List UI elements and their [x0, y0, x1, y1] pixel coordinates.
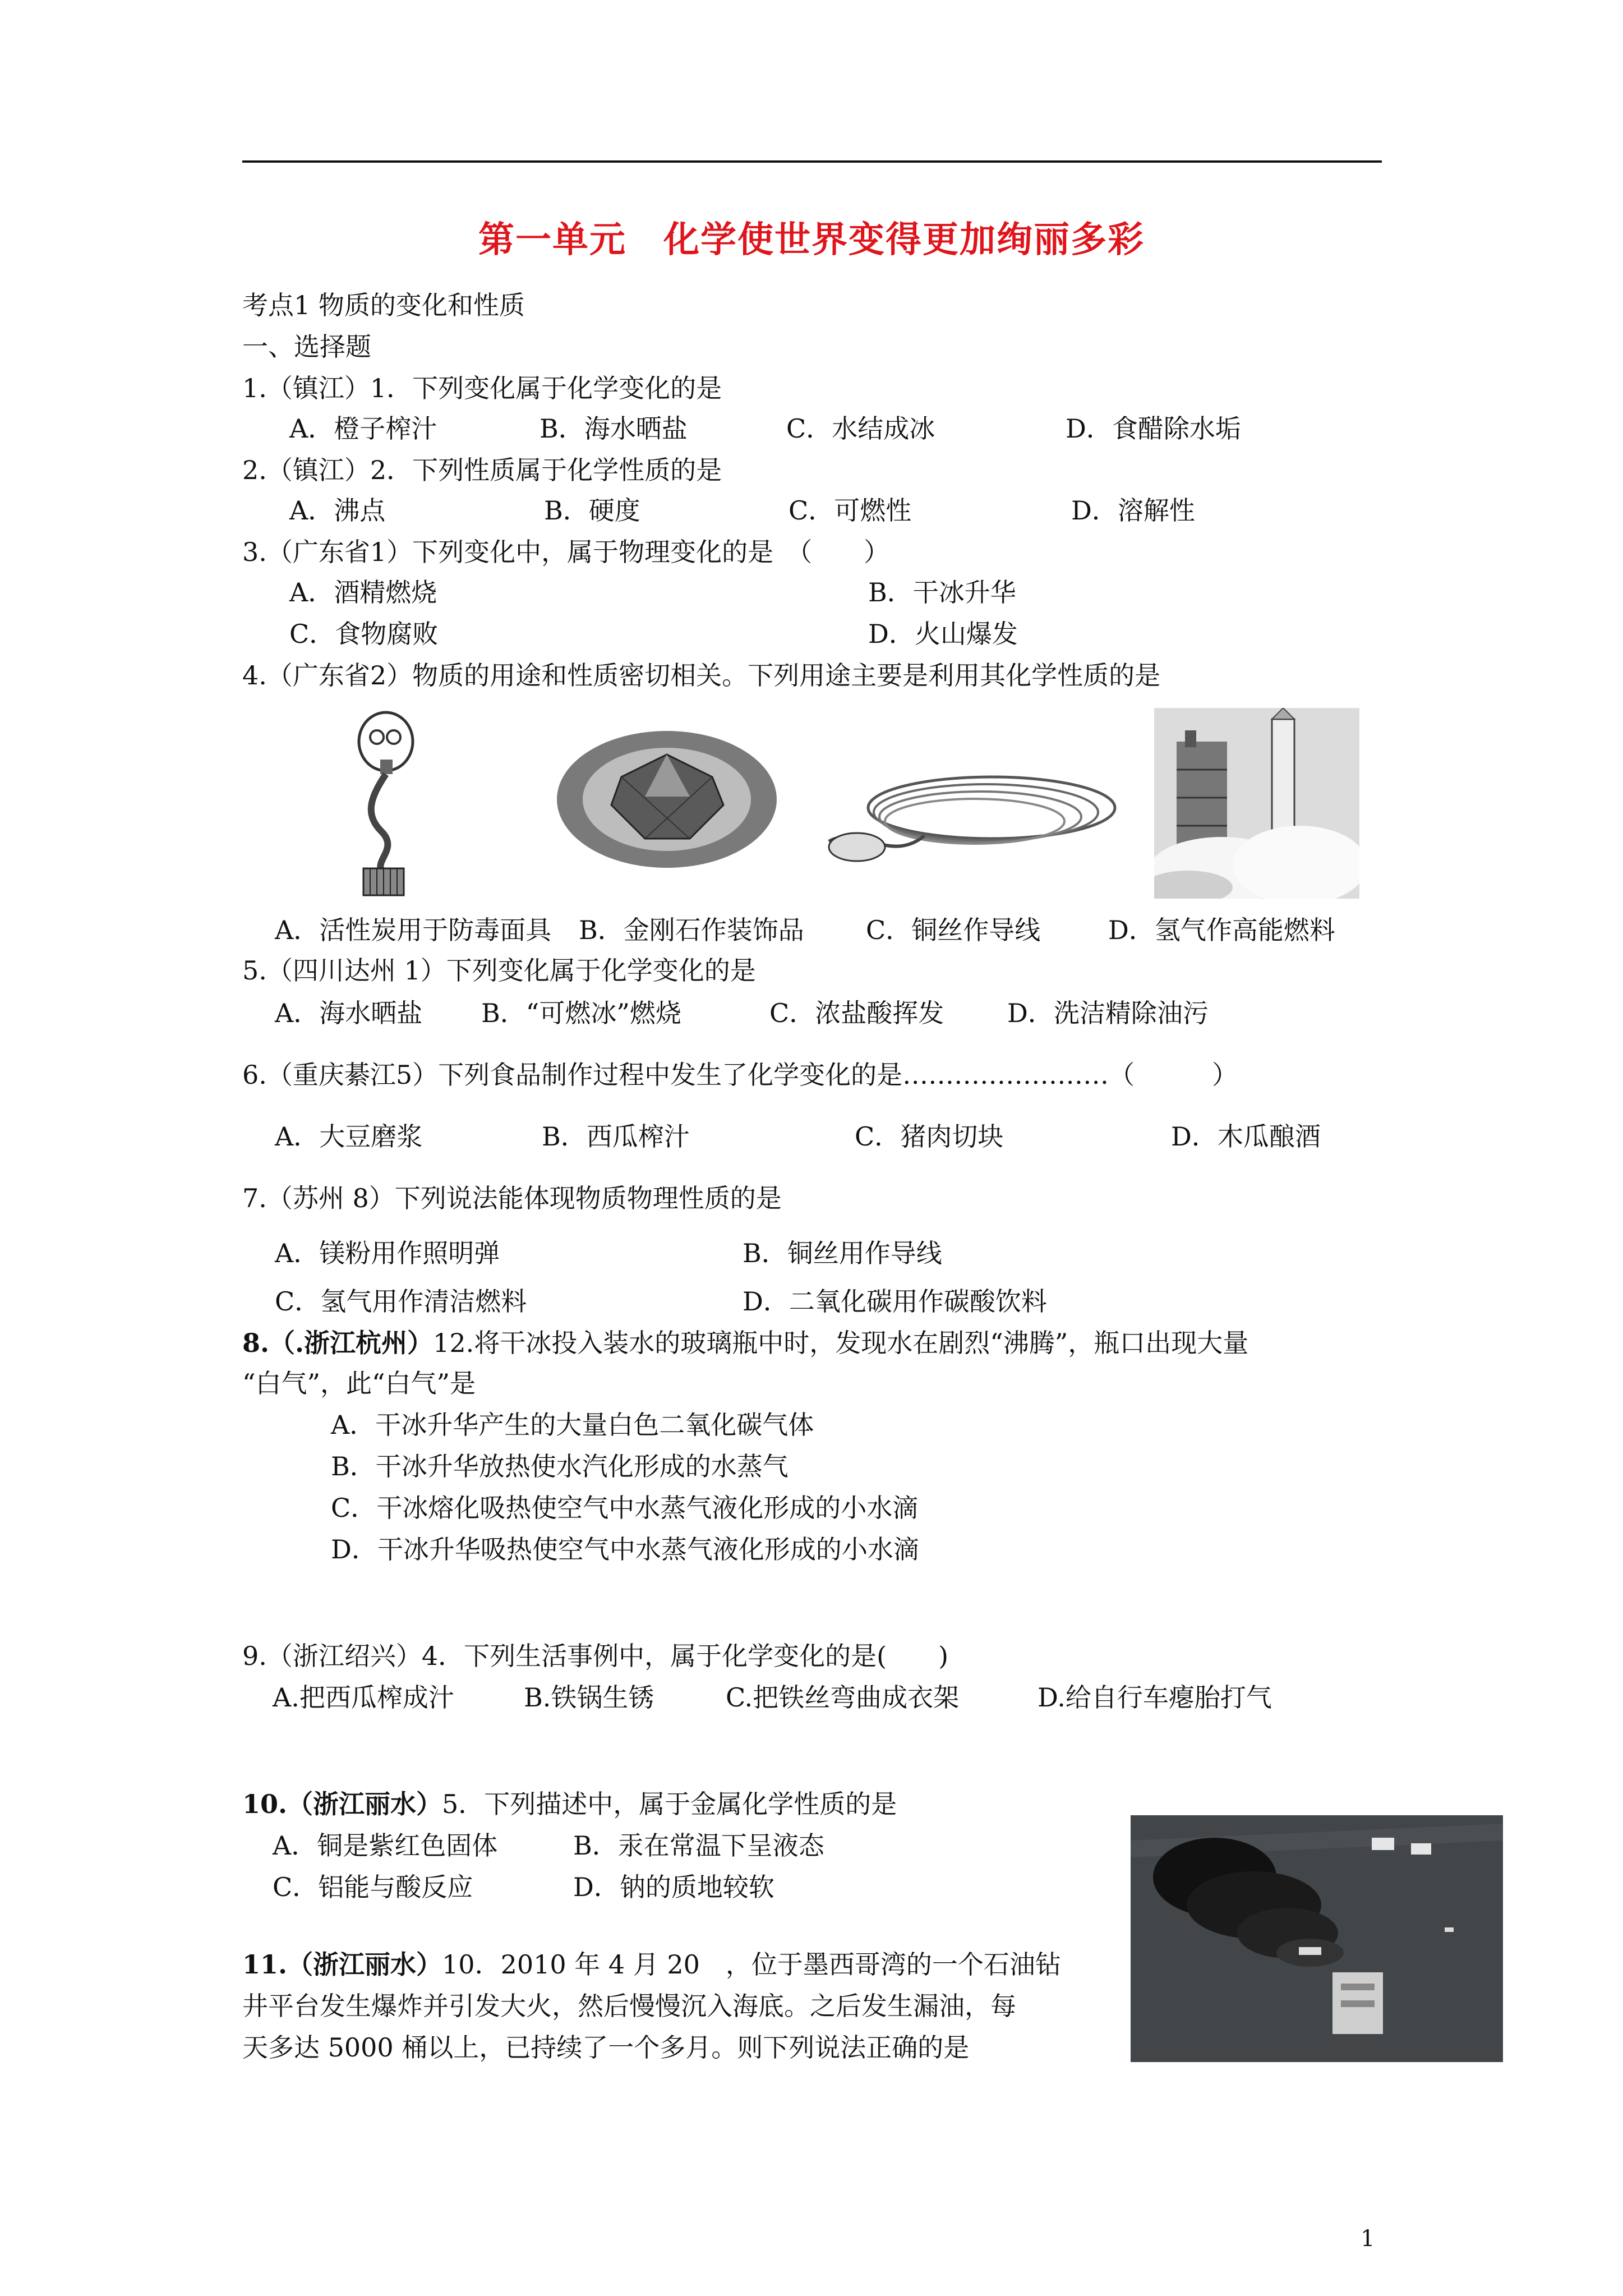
q2-option-d: D．溶解性	[1071, 495, 1195, 526]
gas-mask-image	[342, 708, 435, 896]
q10-option-b: B．汞在常温下呈液态	[573, 1830, 824, 1861]
q6-stem: 6.（重庆綦江5）下列食品制作过程中发生了化学变化的是……………………（ ）	[242, 1060, 1238, 1090]
q11-stem	[242, 1948, 1061, 1981]
q2-stem: 2.（镇江）2．下列性质属于化学性质的是	[242, 455, 722, 485]
q10-option-d: D．钠的质地较软	[573, 1872, 774, 1902]
q8-number: 8.（.浙江杭州）	[242, 1328, 434, 1358]
q1-stem: 1.（镇江）1．下列变化属于化学变化的是	[242, 373, 722, 403]
q1-option-a: A．橙子榨汁	[289, 413, 437, 444]
page-number: 1	[1361, 2226, 1375, 2252]
q11-stem-line2: 井平台发生爆炸并引发大火，然后慢慢沉入海底。之后发生漏油，每	[242, 1991, 1016, 2021]
section-heading: 考点1 物质的变化和性质	[242, 290, 525, 320]
q4-option-c: C．铜丝作导线	[866, 915, 1041, 945]
q7-option-b: B．铜丝用作导线	[743, 1238, 942, 1268]
q9-option-d: D.给自行车瘪胎打气	[1038, 1682, 1272, 1713]
q4-option-d: D．氢气作高能燃料	[1108, 915, 1335, 945]
oil-spill-photo	[1131, 1815, 1503, 2062]
q1-option-b: B．海水晒盐	[540, 413, 688, 444]
q8-stem	[242, 1326, 1248, 1360]
q5-option-c: C．浓盐酸挥发	[769, 998, 944, 1028]
q7-option-d: D．二氧化碳用作碳酸饮料	[743, 1286, 1047, 1317]
q10-option-a: A．铜是紫红色固体	[273, 1830, 498, 1861]
q9-option-a: A.把西瓜榨成汁	[273, 1682, 454, 1713]
q8-stem-line2: “白气”，此“白气”是	[242, 1368, 476, 1398]
q7-stem: 7.（苏州 8）下列说法能体现物质物理性质的是	[242, 1183, 782, 1213]
q11-stem-line3: 天多达 5000 桶以上，已持续了一个多月。则下列说法正确的是	[242, 2032, 970, 2063]
q6-option-b: B．西瓜榨汁	[542, 1121, 690, 1152]
q3-option-c: C．食物腐败	[289, 619, 439, 649]
q8-option-d: D．干冰升华吸热使空气中水蒸气液化形成的小水滴	[331, 1534, 919, 1565]
q11-stem-text: 10．2010 年 4 月 20 ，位于墨西哥湾的一个石油钻	[442, 1949, 1061, 1980]
q7-option-a: A．镁粉用作照明弹	[275, 1238, 500, 1268]
q10-option-c: C．铝能与酸反应	[273, 1872, 473, 1902]
q5-option-a: A．海水晒盐	[275, 998, 423, 1028]
q5-stem: 5.（四川达州 1）下列变化属于化学变化的是	[242, 955, 756, 986]
page-title: 第一单元 化学使世界变得更加绚丽多彩	[478, 219, 1145, 261]
header-rule	[242, 160, 1382, 163]
q4-option-a: A．活性炭用于防毒面具	[275, 915, 552, 945]
q11-number: 11.（浙江丽水）	[242, 1949, 442, 1980]
q8-option-c: C．干冰熔化吸热使空气中水蒸气液化形成的小水滴	[331, 1493, 919, 1523]
q3-option-b: B．干冰升华	[868, 577, 1016, 608]
part-heading: 一、选择题	[242, 332, 371, 362]
q6-option-a: A．大豆磨浆	[275, 1121, 423, 1152]
q2-option-a: A．沸点	[289, 495, 386, 526]
q3-stem: 3.（广东省1）下列变化中，属于物理变化的是 （ ）	[242, 537, 890, 567]
q9-option-c: C.把铁丝弯曲成衣架	[726, 1682, 960, 1713]
q5-option-d: D．洗洁精除油污	[1007, 998, 1209, 1028]
rocket-launch-image	[1154, 708, 1359, 899]
q10-stem	[242, 1787, 897, 1821]
q8-option-a: A．干冰升华产生的大量白色二氧化碳气体	[331, 1410, 814, 1440]
q10-number: 10.（浙江丽水）	[242, 1789, 442, 1819]
diamond-image	[555, 729, 778, 869]
q3-option-a: A．酒精燃烧	[289, 577, 437, 608]
q4-stem: 4.（广东省2）物质的用途和性质密切相关。下列用途主要是利用其化学性质的是	[242, 660, 1161, 691]
q8-option-b: B．干冰升华放热使水汽化形成的水蒸气	[331, 1451, 789, 1481]
q1-option-c: C．水结成冰	[786, 413, 935, 444]
copper-wire-image	[823, 769, 1126, 869]
q5-option-b: B．“可燃冰”燃烧	[481, 998, 681, 1028]
q1-option-d: D．食醋除水垢	[1066, 413, 1241, 444]
q2-option-c: C．可燃性	[789, 495, 912, 526]
q8-stem-text: 12.将干冰投入装水的玻璃瓶中时，发现水在剧烈“沸腾”，瓶口出现大量	[433, 1328, 1249, 1358]
q3-option-d: D．火山爆发	[868, 619, 1018, 649]
q9-stem: 9.（浙江绍兴）4．下列生活事例中，属于化学变化的是( )	[242, 1641, 949, 1671]
q6-option-c: C．猪肉切块	[855, 1121, 1004, 1152]
q6-option-d: D．木瓜酿酒	[1171, 1121, 1321, 1152]
q4-option-b: B．金刚石作装饰品	[579, 915, 804, 945]
q9-option-b: B.铁锅生锈	[524, 1682, 654, 1713]
q7-option-c: C．氢气用作清洁燃料	[275, 1286, 527, 1317]
q2-option-b: B．硬度	[544, 495, 640, 526]
q10-stem-text: 5．下列描述中，属于金属化学性质的是	[442, 1789, 897, 1819]
